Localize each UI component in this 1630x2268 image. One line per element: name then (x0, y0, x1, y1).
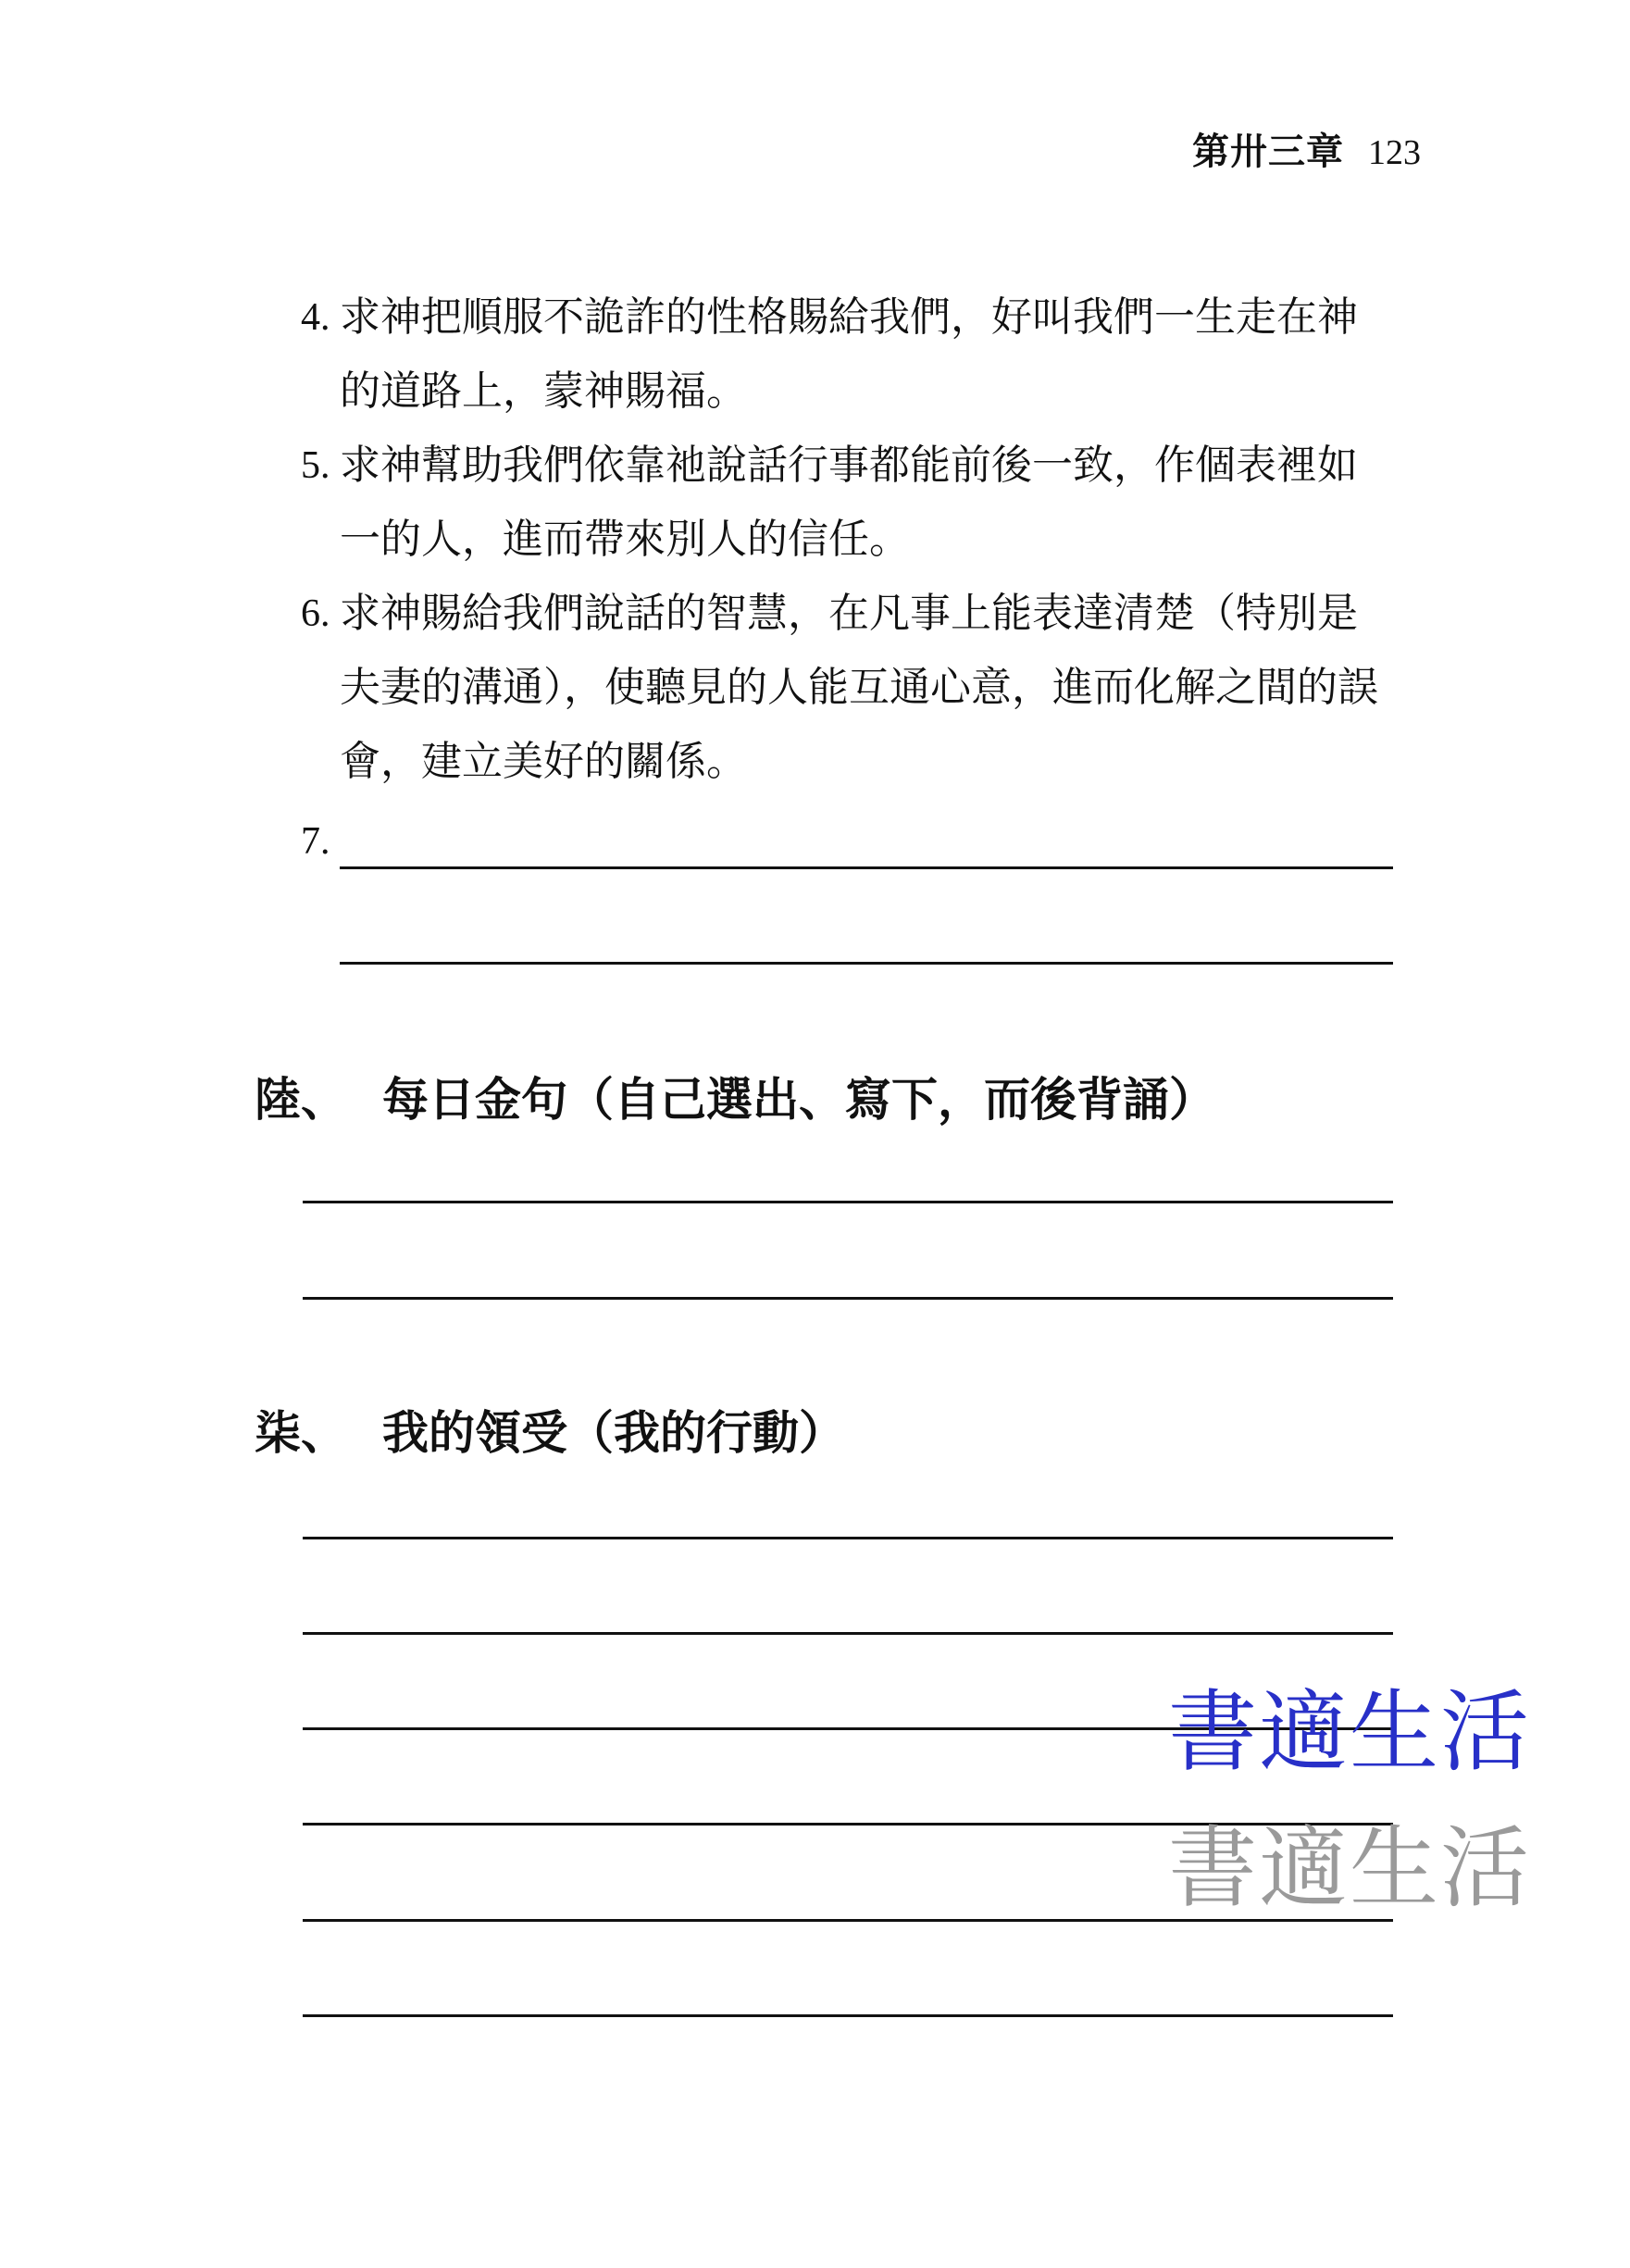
list-item-line: 求神賜給我們說話的智慧，在凡事上能表達清楚（特別是 (340, 590, 1358, 637)
watermark-blue: 書適生活 (1168, 1680, 1531, 1784)
item-7-answer-line-2[interactable] (340, 962, 1393, 965)
list-item-5 (301, 429, 1393, 577)
reflection-writing-line-2[interactable] (303, 1632, 1393, 1635)
list-item-number: 6. (301, 592, 330, 635)
section-title: 我的領受（我的行動） (382, 1405, 845, 1460)
verse-writing-line-2[interactable] (303, 1297, 1393, 1300)
list-item-line: 求神幫助我們依靠祂說話行事都能前後一致，作個表裡如 (340, 442, 1358, 489)
list-item-line: 的道路上，蒙神賜福。 (340, 368, 747, 415)
reflection-writing-line-1[interactable] (303, 1537, 1393, 1539)
page-number: 123 (1368, 133, 1421, 172)
list-item-6 (301, 577, 1393, 799)
list-item-4 (301, 280, 1393, 429)
section-number: 柒、 (255, 1405, 347, 1460)
list-item-line: 求神把順服不詭詐的性格賜給我們，好叫我們一生走在神 (340, 293, 1358, 341)
item-7-answer-line-1[interactable] (340, 866, 1393, 869)
section-number: 陸、 (255, 1072, 347, 1127)
list-item-number: 4. (301, 296, 330, 339)
chapter-title: 第卅三章 (1192, 130, 1344, 173)
list-item-line: 一的人，進而帶來別人的信任。 (340, 516, 910, 563)
list-item-line: 夫妻的溝通），使聽見的人能互通心意，進而化解之間的誤 (340, 664, 1378, 711)
verse-writing-line-1[interactable] (303, 1201, 1393, 1203)
list-item-line: 會，建立美好的關係。 (340, 738, 747, 785)
reflection-writing-line-6[interactable] (303, 2014, 1393, 2017)
list-item-number: 5. (301, 444, 330, 487)
list-item-7-number: 7. (301, 820, 330, 863)
running-header (1192, 122, 1421, 175)
section-heading-6 (255, 1063, 1215, 1129)
watermark-gray: 書適生活 (1168, 1816, 1531, 1920)
section-title: 每日金句（自己選出、寫下，而後背誦） (382, 1072, 1215, 1127)
section-heading-7 (255, 1396, 845, 1463)
